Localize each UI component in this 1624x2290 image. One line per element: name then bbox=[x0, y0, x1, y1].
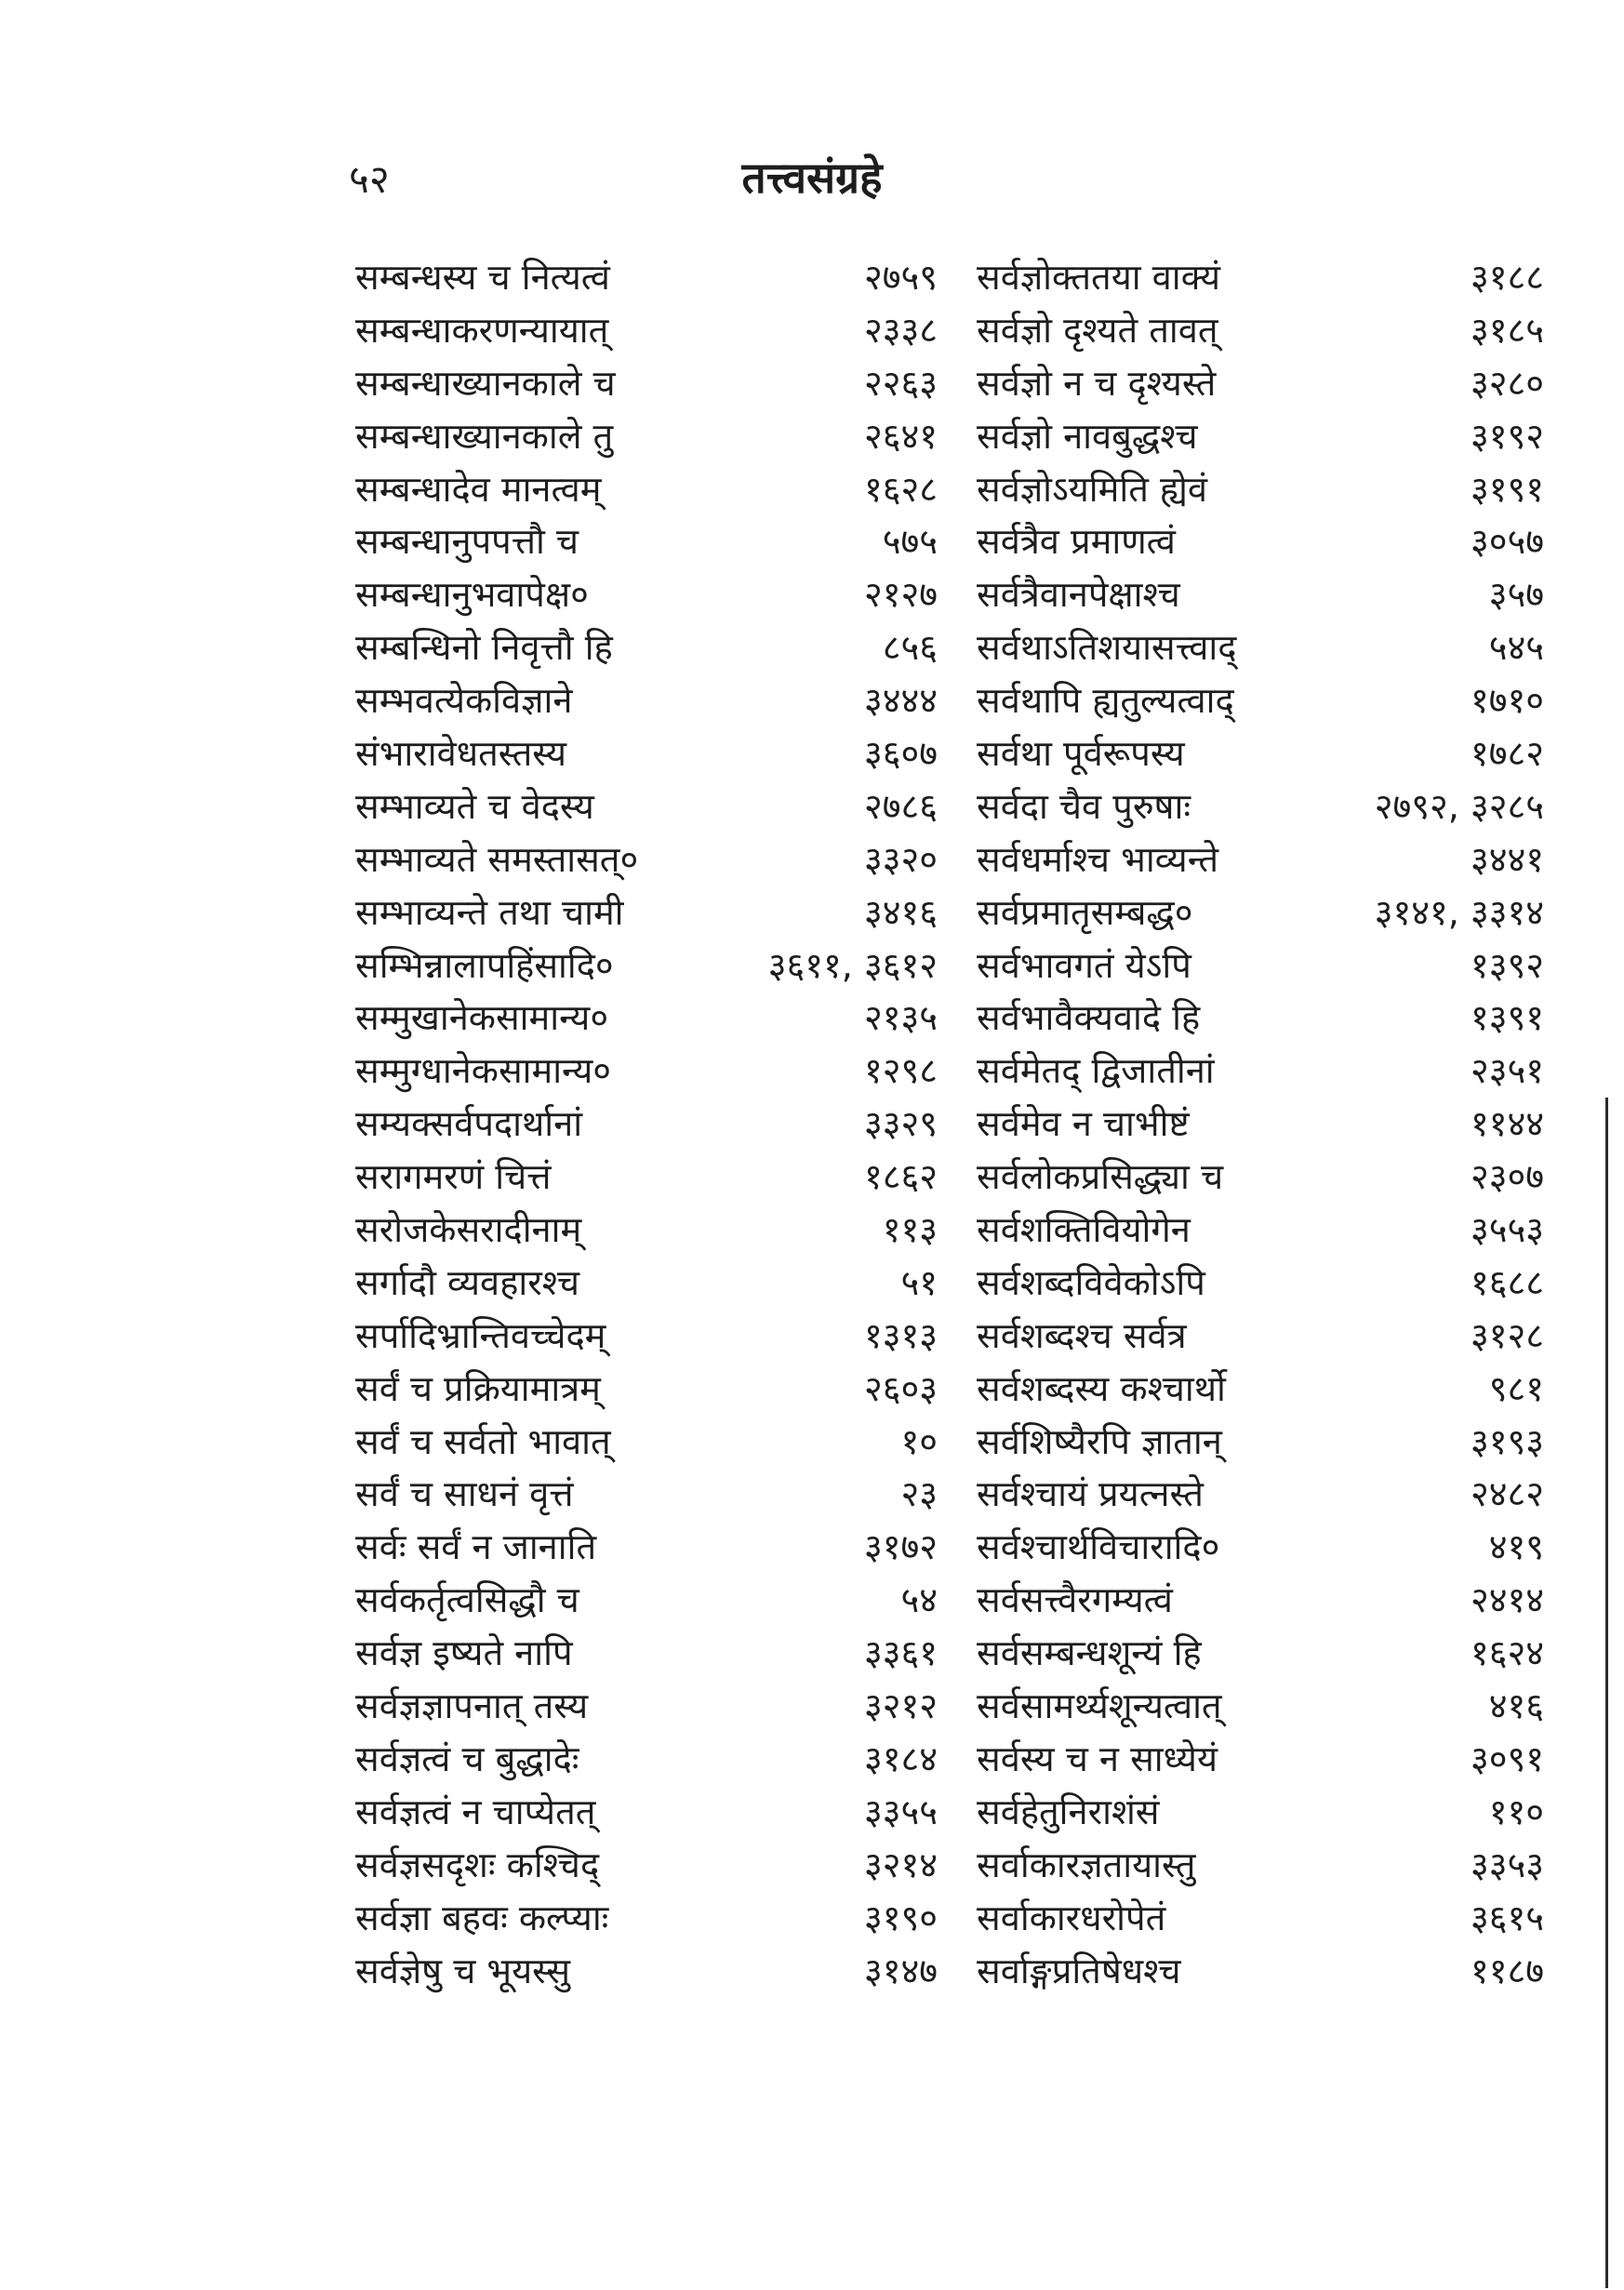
verse-reference-number: २३०७ bbox=[1470, 1156, 1544, 1198]
index-entry bbox=[977, 515, 1544, 568]
verse-reference-number: १३९१ bbox=[1470, 997, 1544, 1039]
index-entry bbox=[355, 1786, 938, 1839]
verse-text: सम्भिन्नालापहिंसादि० bbox=[355, 944, 614, 986]
verse-text: सर्वलोकप्रसिद्ध्या च bbox=[977, 1156, 1224, 1198]
verse-text: सम्भाव्यते समस्तासत्० bbox=[355, 838, 639, 880]
index-entry bbox=[355, 1045, 938, 1098]
verse-reference-number: २७५९ bbox=[863, 257, 938, 298]
verse-text: सर्वं च सर्वतो भावात् bbox=[355, 1420, 611, 1462]
index-entry bbox=[355, 410, 938, 463]
index-entry bbox=[977, 251, 1544, 304]
verse-reference-number: ३४१६ bbox=[863, 891, 938, 933]
verse-reference-number: ३३२० bbox=[863, 838, 938, 880]
verse-text: सर्वशब्दविवेकोऽपि bbox=[977, 1261, 1205, 1303]
verse-reference-number: १० bbox=[900, 1420, 938, 1462]
verse-reference-number: २२६३ bbox=[863, 362, 938, 404]
verse-reference-number: ३२८० bbox=[1470, 362, 1544, 404]
index-entry bbox=[977, 1680, 1544, 1733]
verse-text: सर्वशब्दश्च सर्वत्र bbox=[977, 1314, 1187, 1356]
index-entry bbox=[977, 939, 1544, 992]
verse-text: सर्वथाऽतिशयासत्त्वाद् bbox=[977, 627, 1237, 669]
verse-text: सर्वश्चार्थविचारादि० bbox=[977, 1526, 1220, 1568]
verse-text: सरागमरणं चित्तं bbox=[355, 1156, 552, 1198]
verse-reference-number: ३१८४ bbox=[863, 1737, 938, 1779]
verse-text: सम्बन्धिनो निवृत्तौ हि bbox=[355, 627, 613, 669]
verse-text: सर्वज्ञोक्ततया वाक्यं bbox=[977, 257, 1221, 298]
verse-reference-number: ८५६ bbox=[882, 627, 938, 669]
index-entry bbox=[355, 1574, 938, 1627]
index-entry bbox=[355, 727, 938, 780]
verse-text: सम्भाव्यन्ते तथा चामी bbox=[355, 891, 624, 933]
index-entry bbox=[355, 304, 938, 357]
running-title: तत्त्वसंग्रहे bbox=[741, 153, 883, 203]
verse-reference-number: ३१९३ bbox=[1470, 1420, 1544, 1462]
index-entry bbox=[977, 674, 1544, 727]
verse-text: सर्वं च साधनं वृत्तं bbox=[355, 1473, 574, 1515]
verse-reference-number: ११८७ bbox=[1470, 1950, 1544, 1991]
index-entry bbox=[355, 1839, 938, 1892]
verse-text: सर्वज्ञत्वं न चाप्येतत् bbox=[355, 1791, 596, 1832]
index-entry bbox=[355, 463, 938, 516]
verse-reference-number: २४१४ bbox=[1470, 1579, 1544, 1621]
verse-reference-number: ११३ bbox=[882, 1209, 938, 1251]
verse-reference-number: २३ bbox=[900, 1473, 938, 1515]
index-entry bbox=[977, 1045, 1544, 1098]
verse-reference-number: ३३५३ bbox=[1470, 1844, 1544, 1885]
verse-reference-number: २१३५ bbox=[863, 997, 938, 1039]
index-entry bbox=[355, 674, 938, 727]
verse-reference-number: १६२८ bbox=[863, 468, 938, 510]
index-entry bbox=[977, 1098, 1544, 1151]
verse-text: सम्यक्सर्वपदार्थानां bbox=[355, 1103, 583, 1145]
index-column-right bbox=[977, 251, 1544, 1997]
verse-text: सर्वश्चायं प्रयत्नस्ते bbox=[977, 1473, 1204, 1515]
index-entry bbox=[355, 1416, 938, 1469]
verse-text: सर्वत्रैव प्रमाणत्वं bbox=[977, 521, 1176, 563]
index-entry bbox=[355, 515, 938, 568]
verse-reference-number: ३०९१ bbox=[1470, 1737, 1544, 1779]
verse-text: सर्वभावगतं येऽपि bbox=[977, 944, 1191, 986]
index-entry bbox=[355, 780, 938, 833]
verse-reference-number: १६८८ bbox=[1470, 1261, 1544, 1303]
verse-reference-number: ५४५ bbox=[1488, 627, 1544, 669]
verse-reference-number: ११० bbox=[1488, 1791, 1544, 1832]
index-entry bbox=[977, 780, 1544, 833]
verse-reference-number: २६४१ bbox=[863, 415, 938, 457]
verse-reference-number: ५७५ bbox=[882, 521, 938, 563]
verse-text: सर्वज्ञत्वं च बुद्धादेः bbox=[355, 1737, 579, 1779]
index-entry bbox=[977, 1945, 1544, 1998]
index-entry bbox=[355, 833, 938, 886]
verse-text: सर्वज्ञो दृश्यते तावत् bbox=[977, 309, 1218, 351]
verse-text: सर्वज्ञसदृशः कश्चिद् bbox=[355, 1844, 600, 1885]
verse-reference-number: ३१९० bbox=[863, 1897, 938, 1938]
verse-reference-number: ३१४७ bbox=[863, 1950, 938, 1991]
verse-reference-number: ३४४१ bbox=[1470, 838, 1544, 880]
index-entry bbox=[355, 939, 938, 992]
verse-reference-number: ३५७ bbox=[1488, 574, 1544, 616]
verse-text: सम्बन्धस्य च नित्यत्वं bbox=[355, 257, 610, 298]
index-entry bbox=[355, 992, 938, 1045]
verse-text: सर्वज्ञो न च दृश्यस्ते bbox=[977, 362, 1217, 404]
index-entry bbox=[355, 568, 938, 621]
verse-text: संभारावेधतस्तस्य bbox=[355, 733, 567, 775]
verse-text: सम्बन्धादेव मानत्वम् bbox=[355, 468, 602, 510]
index-entry bbox=[977, 463, 1544, 516]
verse-reference-number: १३१३ bbox=[863, 1314, 938, 1356]
index-entry bbox=[977, 1574, 1544, 1627]
verse-text: सर्वत्रैवानपेक्षाश्च bbox=[977, 574, 1180, 616]
verse-reference-number: २३५१ bbox=[1470, 1050, 1544, 1092]
verse-text: सर्वधर्माश्च भाव्यन्ते bbox=[977, 838, 1219, 880]
verse-text: सर्वसत्त्वैरगम्यत्वं bbox=[977, 1579, 1173, 1621]
verse-text: सर्वसामर्थ्यशून्यत्वात् bbox=[977, 1685, 1222, 1727]
index-entry bbox=[355, 1892, 938, 1945]
index-entry bbox=[977, 1839, 1544, 1892]
verse-reference-number: २७९२, ३२८५ bbox=[1374, 785, 1544, 827]
verse-reference-number: ३२१४ bbox=[863, 1844, 938, 1885]
verse-text: सर्वः सर्वं न जानाति bbox=[355, 1526, 597, 1568]
verse-reference-number: ५४ bbox=[900, 1579, 938, 1621]
verse-text: सर्वाकारज्ञतायास्तु bbox=[977, 1844, 1196, 1885]
verse-reference-number: १२९८ bbox=[863, 1050, 938, 1092]
index-entry bbox=[977, 1257, 1544, 1310]
verse-text: सर्वज्ञज्ञापनात् तस्य bbox=[355, 1685, 589, 1727]
verse-text: सर्वथा पूर्वरूपस्य bbox=[977, 733, 1185, 775]
index-entry bbox=[355, 1733, 938, 1786]
verse-reference-number: ३४४४ bbox=[863, 680, 938, 722]
index-entry bbox=[977, 1786, 1544, 1839]
verse-text: सम्बन्धाख्यानकाले च bbox=[355, 362, 616, 404]
verse-reference-number: ९८१ bbox=[1488, 1367, 1544, 1409]
index-entry bbox=[355, 251, 938, 304]
verse-reference-number: १७८२ bbox=[1470, 733, 1544, 775]
verse-text: सर्वस्य च न साध्येयं bbox=[977, 1737, 1218, 1779]
verse-text: सर्वदा चैव पुरुषाः bbox=[977, 785, 1191, 827]
verse-reference-number: ४१९ bbox=[1488, 1526, 1544, 1568]
verse-reference-number: ३१८८ bbox=[1470, 257, 1544, 298]
index-entry bbox=[977, 1151, 1544, 1204]
index-entry bbox=[977, 886, 1544, 939]
index-entry bbox=[977, 1521, 1544, 1574]
index-entry bbox=[355, 621, 938, 674]
verse-reference-number: ४१६ bbox=[1488, 1685, 1544, 1727]
index-column-left bbox=[355, 251, 938, 1997]
verse-reference-number: ३२१२ bbox=[863, 1685, 938, 1727]
verse-text: सर्वशक्तिवियोगेन bbox=[977, 1209, 1191, 1251]
index-entry bbox=[355, 357, 938, 410]
verse-reference-number: ३३२९ bbox=[863, 1103, 938, 1145]
verse-reference-number: १८६२ bbox=[863, 1156, 938, 1198]
verse-text: सर्वमेतद् द्विजातीनां bbox=[977, 1050, 1215, 1092]
index-entry bbox=[355, 1468, 938, 1521]
verse-reference-number: ३१७२ bbox=[863, 1526, 938, 1568]
index-entry bbox=[355, 1680, 938, 1733]
index-entry bbox=[977, 357, 1544, 410]
index-entry bbox=[977, 727, 1544, 780]
verse-reference-number: २३३८ bbox=[863, 309, 938, 351]
index-entry bbox=[977, 304, 1544, 357]
verse-reference-number: ३५५३ bbox=[1470, 1209, 1544, 1251]
verse-reference-number: २६०३ bbox=[863, 1367, 938, 1409]
verse-reference-number: १६२४ bbox=[1470, 1632, 1544, 1674]
verse-text: सर्वज्ञा बहवः कल्प्याः bbox=[355, 1897, 609, 1938]
index-entry bbox=[355, 1521, 938, 1574]
index-entry bbox=[355, 1204, 938, 1257]
index-entry bbox=[355, 886, 938, 939]
verse-reference-number: ३१८५ bbox=[1470, 309, 1544, 351]
verse-reference-number: ३६०७ bbox=[863, 733, 938, 775]
verse-text: सर्वशिष्यैरपि ज्ञातान् bbox=[977, 1420, 1222, 1462]
verse-text: सम्भाव्यते च वेदस्य bbox=[355, 785, 594, 827]
verse-text: सम्भवत्येकविज्ञाने bbox=[355, 680, 573, 722]
page-number: ५२ bbox=[349, 156, 390, 202]
verse-reference-number: ५१ bbox=[900, 1261, 938, 1303]
verse-text: सर्पादिभ्रान्तिवच्चेदम् bbox=[355, 1314, 606, 1356]
verse-text: सर्वभावैक्यवादे हि bbox=[977, 997, 1201, 1039]
index-entry bbox=[355, 1151, 938, 1204]
verse-text: सर्वशब्दस्य कश्चार्थो bbox=[977, 1367, 1226, 1409]
index-entry bbox=[977, 1892, 1544, 1945]
verse-reference-number: २७८६ bbox=[863, 785, 938, 827]
verse-text: सर्वकर्तृत्वसिद्धौ च bbox=[355, 1579, 579, 1621]
index-entry bbox=[977, 1204, 1544, 1257]
verse-text: सर्वज्ञेषु च भूयस्सु bbox=[355, 1950, 571, 1991]
index-entry bbox=[355, 1310, 938, 1363]
verse-reference-number: ३३६१ bbox=[863, 1632, 938, 1674]
verse-reference-number: ३१९२ bbox=[1470, 415, 1544, 457]
verse-reference-number: ३०५७ bbox=[1470, 521, 1544, 563]
verse-reference-number: ३३५५ bbox=[863, 1791, 938, 1832]
index-entry bbox=[977, 1733, 1544, 1786]
verse-text: सम्बन्धानुभवापेक्ष० bbox=[355, 574, 589, 616]
index-entry bbox=[355, 1257, 938, 1310]
verse-reference-number: ११४४ bbox=[1470, 1103, 1544, 1145]
verse-reference-number: १३९२ bbox=[1470, 944, 1544, 986]
verse-text: सर्वाङ्गप्रतिषेधश्च bbox=[977, 1950, 1181, 1991]
verse-text: सरोजकेसरादीनाम् bbox=[355, 1209, 582, 1251]
verse-text: सम्बन्धाकरणन्यायात् bbox=[355, 309, 609, 351]
verse-text: सर्वप्रमातृसम्बद्ध० bbox=[977, 891, 1193, 933]
verse-reference-number: ३६१५ bbox=[1470, 1897, 1544, 1938]
index-entry bbox=[977, 410, 1544, 463]
verse-text: सर्वमेव न चाभीष्टं bbox=[977, 1103, 1190, 1145]
verse-text: सर्वहेतुनिराशंसं bbox=[977, 1791, 1160, 1832]
verse-text: सर्वाकारधरोपेतं bbox=[977, 1897, 1166, 1938]
index-entry bbox=[977, 1468, 1544, 1521]
verse-reference-number: ३१२८ bbox=[1470, 1314, 1544, 1356]
verse-reference-number: ३६११, ३६१२ bbox=[767, 944, 938, 986]
index-entry bbox=[355, 1945, 938, 1998]
index-entry bbox=[355, 1627, 938, 1680]
index-entry bbox=[977, 1416, 1544, 1469]
index-entry bbox=[977, 1310, 1544, 1363]
verse-text: सम्बन्धाख्यानकाले तु bbox=[355, 415, 614, 457]
verse-text: सम्बन्धानुपपत्तौ च bbox=[355, 521, 579, 563]
index-entry bbox=[977, 1363, 1544, 1416]
index-entry bbox=[977, 833, 1544, 886]
verse-text: सम्मुग्धानेकसामान्य० bbox=[355, 1050, 612, 1092]
verse-reference-number: १७१० bbox=[1470, 680, 1544, 722]
index-entry bbox=[977, 621, 1544, 674]
index-entry bbox=[977, 568, 1544, 621]
verse-text: सर्वज्ञ इष्यते नापि bbox=[355, 1632, 573, 1674]
index-entry bbox=[977, 992, 1544, 1045]
verse-text: सर्वसम्बन्धशून्यं हि bbox=[977, 1632, 1202, 1674]
verse-reference-number: ३१९१ bbox=[1470, 468, 1544, 510]
verse-reference-number: २४८२ bbox=[1470, 1473, 1544, 1515]
index-entry bbox=[977, 1627, 1544, 1680]
verse-text: सर्वं च प्रक्रियामात्रम् bbox=[355, 1367, 601, 1409]
verse-text: सर्वथापि ह्यतुल्यत्वाद् bbox=[977, 680, 1234, 722]
index-entry bbox=[355, 1098, 938, 1151]
verse-reference-number: २१२७ bbox=[863, 574, 938, 616]
page-edge-rule bbox=[1605, 1098, 1608, 2288]
index-entry bbox=[355, 1363, 938, 1416]
verse-text: सम्मुखानेकसामान्य० bbox=[355, 997, 609, 1039]
verse-text: सर्वज्ञोऽयमिति ह्येवं bbox=[977, 468, 1207, 510]
verse-text: सर्गादौ व्यवहारश्च bbox=[355, 1261, 580, 1303]
verse-reference-number: ३१४१, ३३१४ bbox=[1374, 891, 1544, 933]
verse-text: सर्वज्ञो नावबुद्धश्च bbox=[977, 415, 1198, 457]
